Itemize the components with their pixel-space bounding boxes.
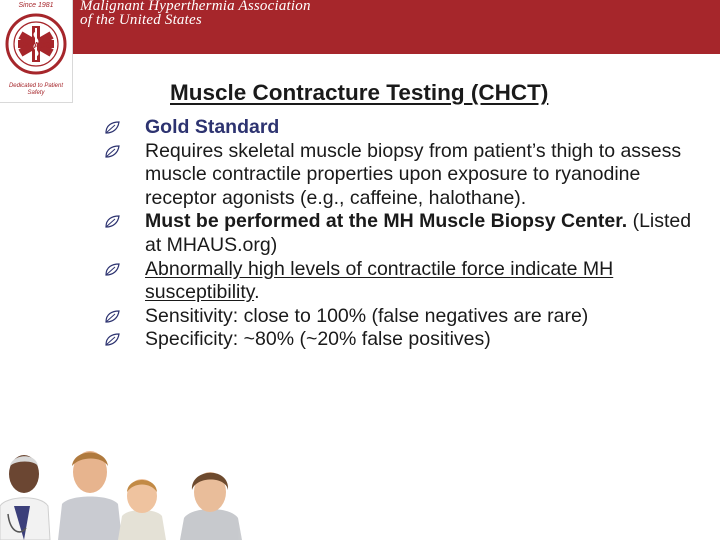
bullet-text: Requires skeletal muscle biopsy from patient’s thigh to assess muscle contractile properties upon exposure to ryanodine receptor agonists (e.g., caffeine, halothane). [145,139,682,209]
bullet-item [104,328,704,352]
bullet-item [104,140,704,211]
logo-since-text: Since 1981 [18,2,54,9]
mhaus-logo [0,0,73,103]
leaf-bullet-icon [104,215,120,229]
logo-tagline: Dedicated to Patient Safety [8,83,64,96]
bullet-item [104,305,704,329]
org-name-line2: of the United States [80,12,202,28]
leaf-bullet-icon [104,310,120,324]
bullet-text: Specificity: ~80% (~20% false positives) [145,328,491,351]
bullet-text: Sensitivity: close to 100% (false negatives are rare) [145,304,589,327]
org-name-line1: Malignant Hyperthermia Association [80,0,311,14]
bullet-list [104,116,704,352]
doctor-and-family-photo [0,436,280,540]
bullet-text: (Listed at MHAUS.org) [145,210,692,256]
bullet-item [104,258,704,305]
bullet-text: . [254,281,260,304]
bullet-text: Gold Standard [145,116,280,138]
logo-ring-text: MHAUS [21,41,51,50]
bullet-underlined-text: Abnormally high levels of contractile force indicate MH susceptibility [145,257,614,304]
leaf-bullet-icon [104,121,120,135]
bullet-item [104,116,704,140]
slide-title: Muscle Contracture Testing (CHCT) [170,80,549,105]
leaf-bullet-icon [104,145,120,159]
header-banner [0,0,720,54]
leaf-bullet-icon [104,263,120,277]
bullet-item [104,210,704,257]
bullet-bold-text: Must be performed at the MH Muscle Biopsy Center. [145,210,628,233]
caduceus-star-icon [0,6,72,86]
leaf-bullet-icon [104,333,120,347]
